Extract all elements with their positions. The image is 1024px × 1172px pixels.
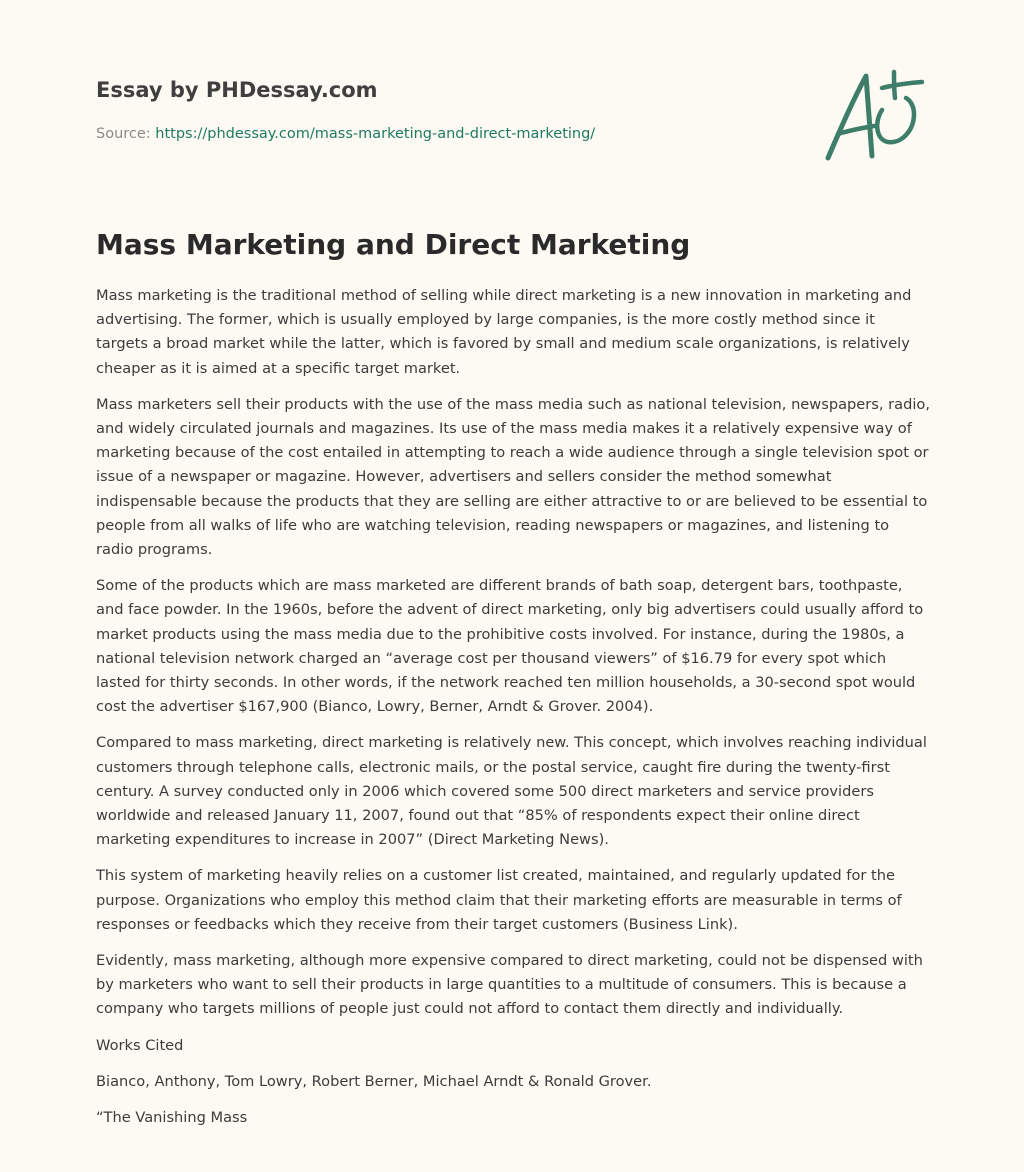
a-plus-grade-icon	[822, 68, 926, 164]
citation-entry: Bianco, Anthony, Tom Lowry, Robert Berner, Michael Arndt & Ronald Grover.	[96, 1072, 652, 1090]
source-label: Source:	[96, 126, 151, 142]
paragraph: Compared to mass marketing, direct marketing is relatively new. This concept, which involves reaching individual customers through telephone calls, electronic mails, or the postal service, caught fire during the twenty-first century. A survey conducted only in 2006 which covered some 500 direct marketers and service providers worldwide and released January 11, 2007, found out that “85% of respondents expect their online direct marketing expenditures to increase in 2007” (Direct Marketing News).	[96, 734, 927, 849]
essay-header	[96, 76, 796, 144]
paragraph: Mass marketing is the traditional method of selling while direct marketing is a new innovation in marketing and advertising. The former, which is usually employed by large companies, is the more costly method since it targets a broad market while the latter, which is favored by small and medium scale organizations, is relatively cheaper as it is aimed at a specific target market.	[96, 287, 912, 377]
source-link[interactable]: https://phdessay.com/mass-marketing-and-direct-marketing/	[155, 126, 596, 142]
paragraph: Some of the products which are mass marketed are different brands of bath soap, detergent bars, toothpaste, and face powder. In the 1960s, before the advent of direct marketing, only big advertisers could usually afford to market products using the mass media due to the prohibitive costs involved. For instance, during the 1980s, a national television network charged an “average cost per thousand viewers” of $16.79 for every spot which lasted for thirty seconds. In other words, if the network reached ten million households, a 30-second spot would cost the advertiser $167,900 (Bianco, Lowry, Berner, Arndt & Grover. 2004).	[96, 577, 924, 716]
site-title: Essay by PHDessay.com	[96, 78, 378, 102]
works-cited-heading: Works Cited	[96, 1036, 184, 1054]
article	[96, 226, 930, 1142]
paragraph: Evidently, mass marketing, although more expensive compared to direct marketing, could not be dispensed with by marketers who want to sell their products in large quantities to a multitude of consumers. This is because a company who targets millions of people just could not afford to contact them directly and individually.	[96, 952, 923, 1018]
source-line	[96, 124, 796, 144]
citation-entry: “The Vanishing Mass	[96, 1109, 248, 1127]
paragraph: Mass marketers sell their products with the use of the mass media such as national television, newspapers, radio, and widely circulated journals and magazines. Its use of the mass media makes it a relatively expensive way of marketing because of the cost entailed in attempting to reach a wide audience through a single television spot or issue of a newspaper or magazine. However, advertisers and sellers consider the method somewhat indispensable because the products that they are selling are either attractive to or are believed to be essential to people from all walks of life who are watching television, reading newspapers or magazines, and listening to radio programs.	[96, 395, 930, 559]
article-title: Mass Marketing and Direct Marketing	[96, 228, 691, 261]
paragraph: This system of marketing heavily relies on a customer list created, maintained, and regularly updated for the purpose. Organizations who employ this method claim that their marketing efforts are measurable in terms of responses or feedbacks which they receive from their target customers (Business Link).	[96, 867, 902, 933]
